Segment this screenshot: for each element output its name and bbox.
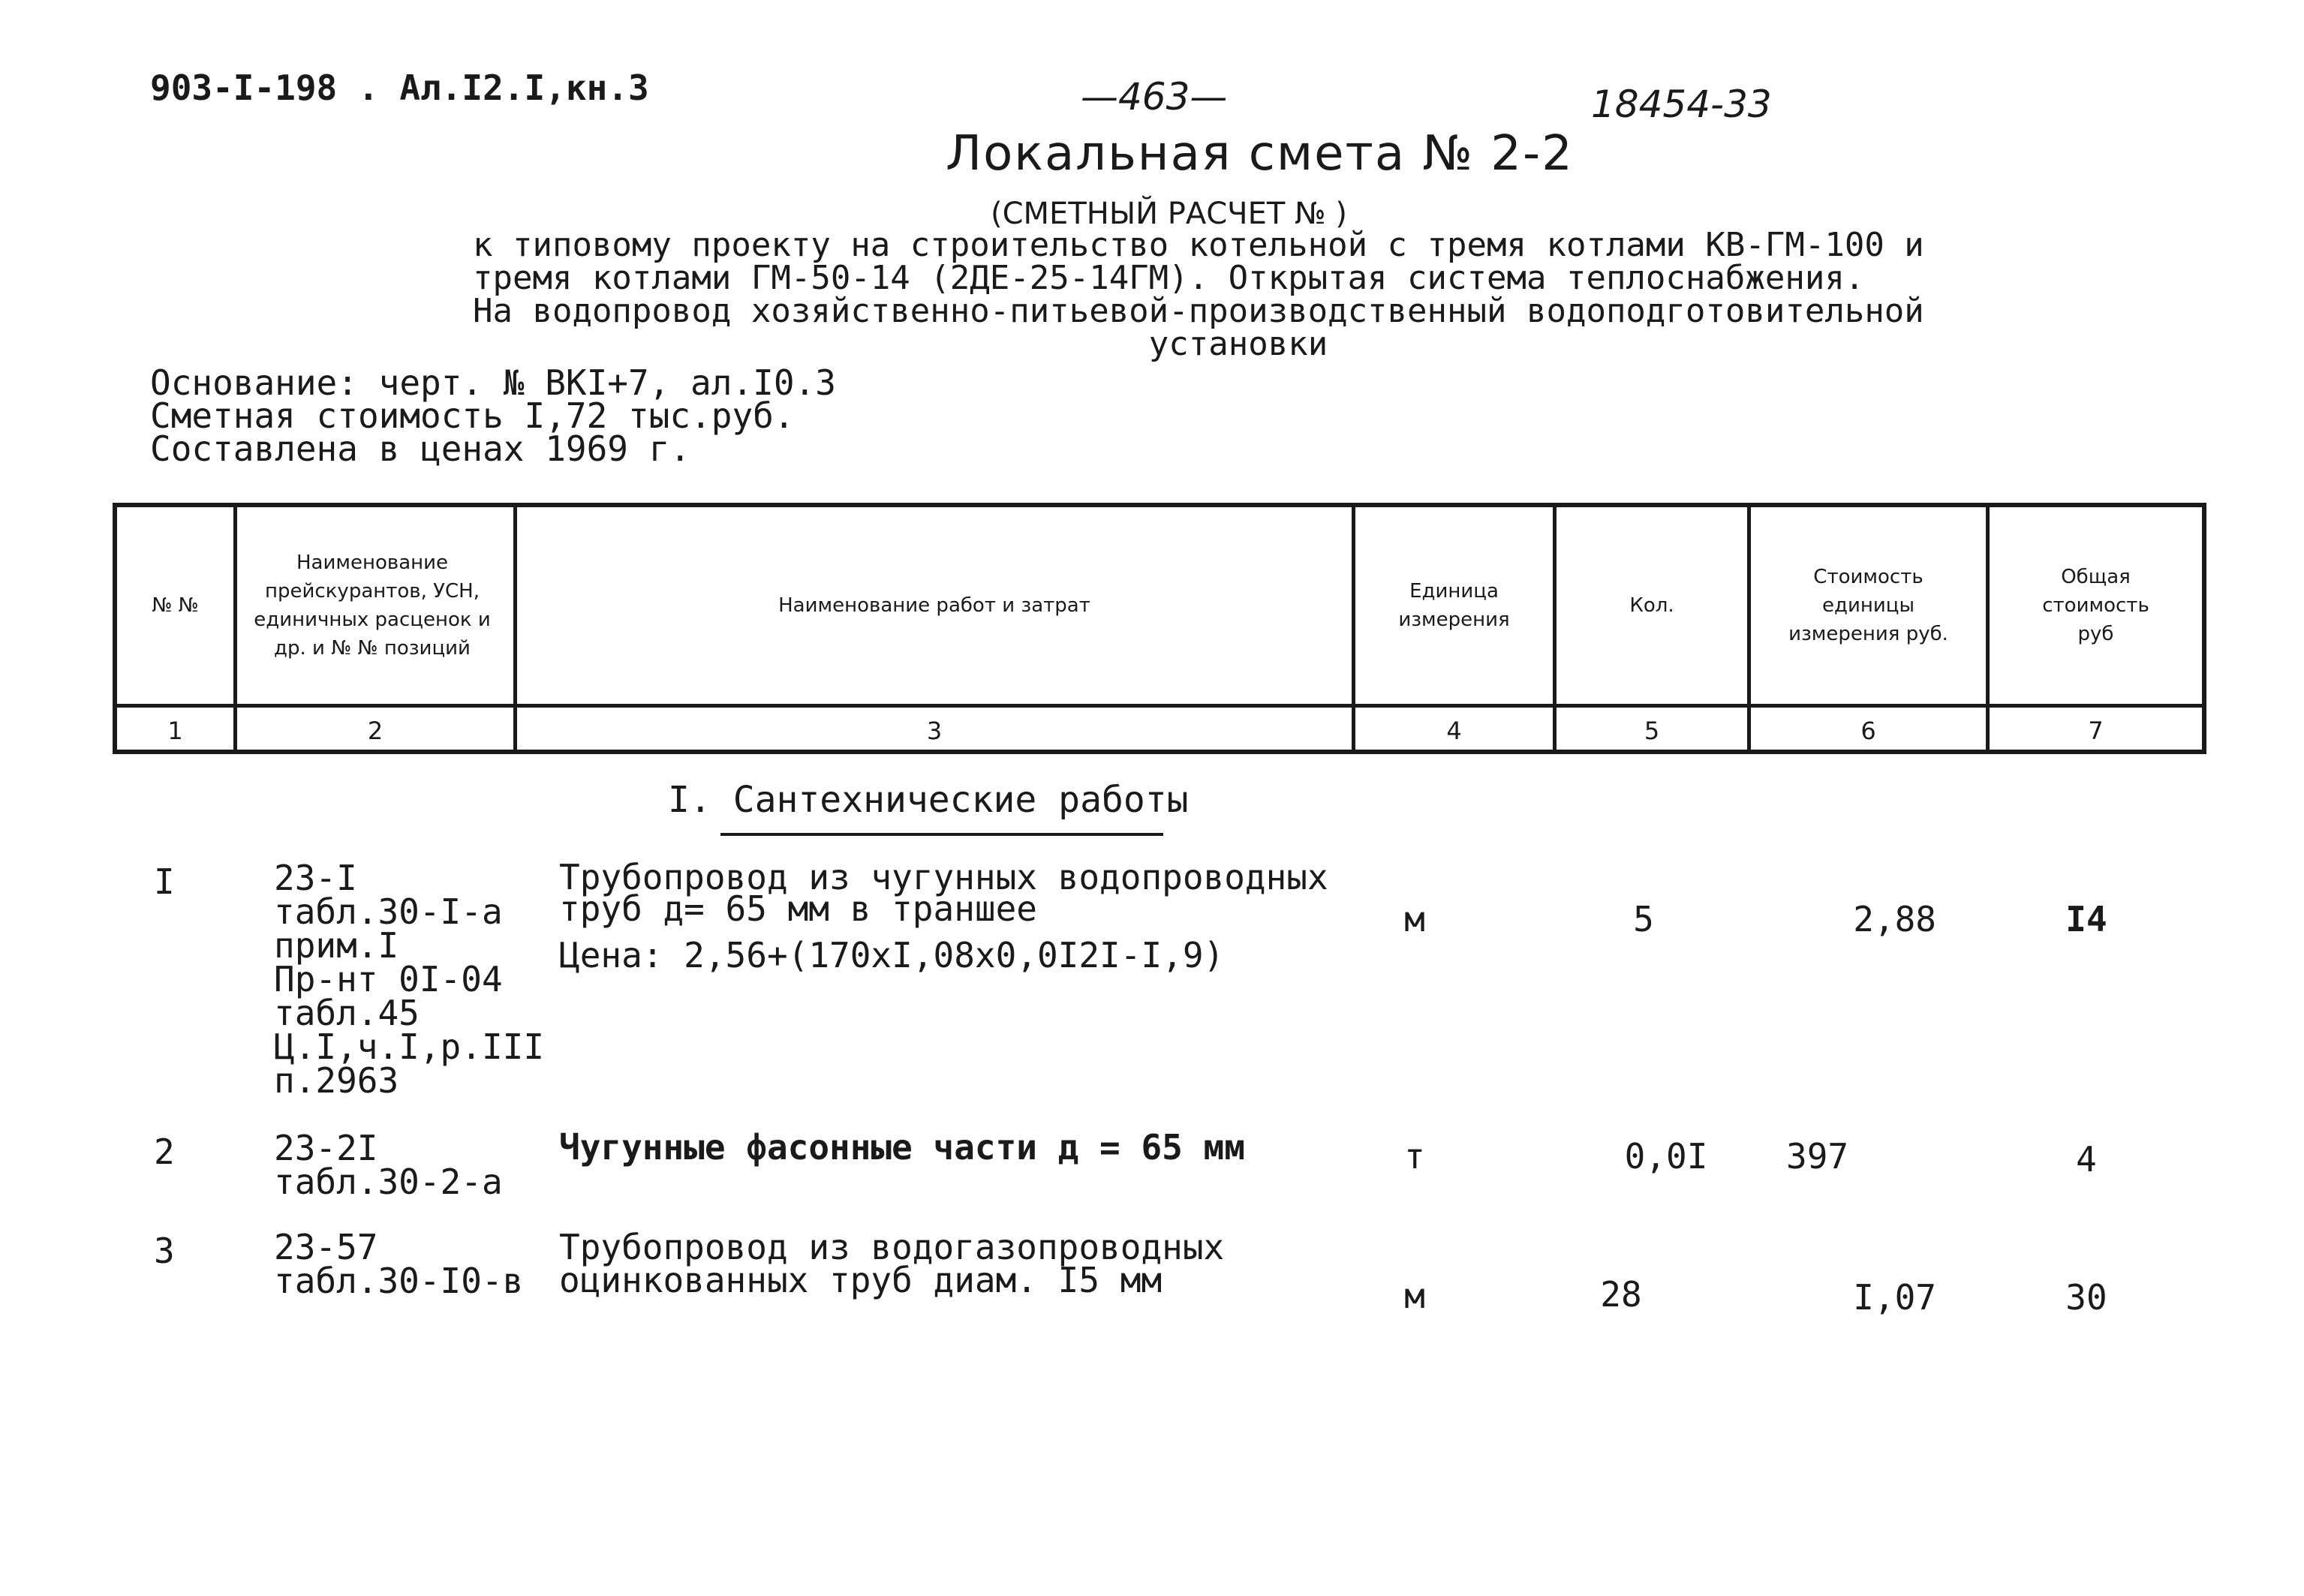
row-qty: 0,0I [1624, 1136, 1708, 1177]
row-unit: м [1404, 899, 1425, 939]
description-line: тремя котлами ГМ-50-14 (2ДЕ-25-14ГМ). Открытая система теплоснабжения. [473, 259, 1865, 297]
column-number: 2 [367, 716, 383, 745]
column-header-codes: Наименование прейскурантов, УСН, единичных расценок и др. и № № позиций [254, 552, 491, 660]
column-number: 6 [1860, 716, 1876, 745]
code-line: Пр-нт 0I-04 [274, 959, 503, 999]
inventory-number: 18454-33 [1591, 83, 1772, 126]
row-unit-cost: 397 [1786, 1136, 1849, 1177]
work-line: Трубопровод из чугунных водопроводных [559, 857, 1328, 897]
document-subtitle: (СМЕТНЫЙ РАСЧЕТ № ) [991, 197, 1347, 231]
code-line: табл.45 [274, 993, 420, 1033]
row-codes [274, 1227, 524, 1301]
row-number: I [154, 861, 175, 902]
code-line: табл.30-2-а [274, 1162, 503, 1202]
row-work [559, 1227, 1225, 1300]
prices-line: Составлена в ценах 1969 г. [150, 428, 691, 469]
column-header-unit-cost: Стоимость единицы измерения руб. [1788, 566, 1948, 645]
row-unit-cost: 2,88 [1853, 899, 1936, 939]
row-qty: 28 [1600, 1274, 1642, 1315]
description-line: к типовому проекту на строительство котельной с тремя котлами КВ-ГМ-100 и [473, 226, 1924, 264]
price-note: Цена: 2,56+(170хI,08х0,0I2I-I,9) [559, 935, 1225, 975]
description-line: установки [1148, 325, 1328, 363]
column-number: 4 [1446, 716, 1462, 745]
row-number: 3 [154, 1231, 175, 1271]
column-header-qty: Кол. [1629, 594, 1674, 617]
column-header-unit: Единица измерения [1398, 580, 1510, 631]
row-qty: 5 [1633, 899, 1654, 939]
row-codes [274, 1128, 503, 1202]
code-line: прим.I [274, 925, 399, 966]
document-title: Локальная смета № 2-2 [946, 126, 1574, 182]
row-total: 30 [2065, 1277, 2107, 1318]
row-total: I4 [2065, 899, 2107, 939]
code-line: п.2963 [274, 1060, 399, 1101]
code-line: табл.30-I0-в [274, 1261, 524, 1301]
code-line: табл.30-I-а [274, 891, 503, 932]
row-unit-cost: I,07 [1853, 1277, 1936, 1318]
basis-line: Основание: черт. № ВКI+7, ал.I0.3 [150, 362, 836, 403]
row-work [559, 1127, 1245, 1168]
estimate-basis [150, 362, 836, 469]
code-line: 23-I [274, 858, 357, 898]
row-number: 2 [154, 1132, 175, 1172]
section-title: I. Сантехнические работы [668, 779, 1189, 821]
row-work [559, 857, 1328, 975]
row-unit: т [1404, 1136, 1425, 1177]
work-line: Чугунные фасонные части д = 65 мм [559, 1127, 1245, 1168]
row-codes [274, 858, 545, 1101]
document-code: 903-I-198 . Ал.I2.I,кн.3 [150, 68, 649, 108]
column-number: 3 [926, 716, 943, 745]
column-header-work: Наименование работ и затрат [778, 594, 1090, 617]
column-number: 5 [1644, 716, 1660, 745]
column-header-total: Общая стоимость руб [2042, 566, 2149, 645]
code-line: 23-57 [274, 1227, 378, 1267]
table-header [113, 503, 2206, 754]
work-line: оцинкованных труб диам. I5 мм [559, 1260, 1163, 1300]
code-line: 23-2I [274, 1128, 378, 1168]
cost-line: Сметная стоимость I,72 тыс.руб. [150, 395, 795, 436]
section-underline [720, 833, 1163, 836]
column-number: 1 [167, 716, 183, 745]
column-header-number: № № [152, 594, 199, 617]
project-description [473, 226, 2004, 363]
row-total: 4 [2076, 1139, 2097, 1180]
row-unit: м [1404, 1276, 1425, 1316]
header-divider [117, 704, 2202, 708]
page-number: —463— [1081, 75, 1228, 119]
work-line: Трубопровод из водогазопроводных [559, 1227, 1225, 1267]
description-line: На водопровод хозяйственно-питьевой-производственный водоподготовительной [473, 292, 1924, 330]
column-number: 7 [2088, 716, 2104, 745]
code-line: Ц.I,ч.I,р.III [274, 1026, 545, 1067]
work-line: труб д= 65 мм в траншее [559, 888, 1037, 929]
